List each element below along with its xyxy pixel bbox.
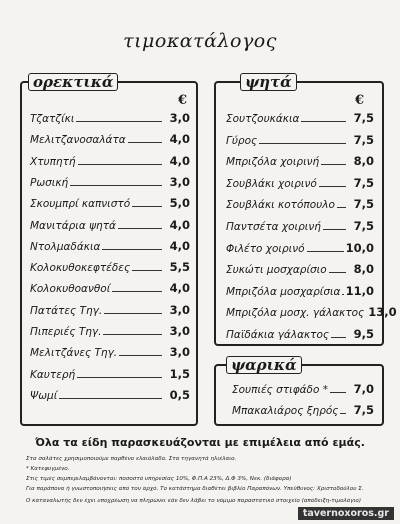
menu-item-price: 7,5 (353, 197, 374, 212)
menu-item (226, 154, 374, 168)
menu-item (226, 327, 374, 341)
menu-item (30, 175, 190, 189)
leader-line (340, 413, 346, 414)
leader-line (323, 229, 346, 230)
menu-item-price: 3,0 (169, 302, 190, 317)
leader-line (102, 249, 162, 250)
menu-item-name: Σουβλάκι χοιρινό (226, 177, 317, 190)
footer-note: Ο καταναλωτής δεν έχει υποχρέωση να πληρώνει εάν δεν λάβει το νόμιμο παραστατικό στοιχείο (απόδειξη-τιμολόγιο) (26, 498, 362, 504)
leader-line (331, 337, 346, 338)
menu-item-name: Μελιτζανοσαλάτα (30, 134, 126, 147)
menu-item (30, 132, 190, 146)
menu-item (30, 260, 190, 274)
menu-item (226, 284, 374, 298)
menu-item-name: Μανιτάρια ψητά (30, 219, 116, 232)
menu-item-price: 5,0 (169, 196, 190, 211)
appetizers-currency: € (178, 93, 188, 108)
menu-item-price: 10,0 (345, 240, 374, 255)
menu-item-name: Μπακαλιάρος ξηρός (232, 405, 339, 417)
leader-line (342, 294, 343, 295)
menu-item-name: Καυτερή (30, 368, 76, 381)
menu-item-name: Σουβλάκι κοτόπουλο (226, 199, 335, 212)
menu-item-name: Μελιτζάνες Τηγ. (30, 347, 118, 360)
menu-item-price: 7,5 (353, 219, 374, 233)
menu-item (30, 196, 190, 210)
menu-item (30, 324, 190, 338)
footer-main-text: Όλα τα είδη παρασκευάζονται με επιμέλεια από εμάς. (35, 436, 365, 449)
footer-note: * Κατεψυγμένο. (26, 466, 70, 472)
menu-item (30, 303, 190, 317)
menu-item-name: Χτυπητή (30, 155, 76, 168)
fish-heading: ψαρικά (226, 356, 302, 374)
menu-item-name: Παϊδάκια γάλακτος (226, 329, 330, 341)
leader-line (319, 186, 346, 187)
grilled-heading: ψητά (240, 73, 297, 91)
menu-item (30, 154, 190, 168)
menu-item-price: 1,5 (169, 366, 190, 381)
leader-line (59, 398, 162, 399)
menu-item-price: 0,5 (169, 387, 190, 402)
menu-item-name: Σουτζουκάκια (226, 113, 300, 125)
menu-item-name: Ντολμαδάκια (30, 240, 101, 253)
leader-line (112, 291, 162, 292)
menu-item (226, 176, 374, 190)
menu-item-price: 3,0 (169, 324, 190, 338)
menu-item-name: Κολοκυθοκεφτέδες (30, 262, 131, 275)
grilled-currency: € (355, 93, 365, 108)
leader-line (329, 272, 346, 273)
appetizers-heading: ορεκτικά (28, 73, 118, 91)
menu-item-name: Πιπεριές Τηγ. (30, 326, 102, 338)
leader-line (330, 392, 346, 393)
menu-item-name: Μπριζόλα μοσχαρίσια (226, 285, 341, 298)
menu-item-price: 7,0 (353, 382, 374, 396)
menu-item-name: Κολοκυθοανθοί (30, 283, 111, 296)
menu-item (226, 305, 397, 320)
menu-item (30, 281, 190, 295)
menu-item-name: Γύρος (226, 134, 258, 147)
menu-item (226, 241, 374, 255)
menu-item-price: 3,0 (169, 345, 190, 360)
leader-line (118, 228, 162, 229)
menu-item-price: 7,5 (353, 132, 374, 147)
menu-item-price: 5,5 (169, 260, 190, 275)
leader-line (78, 164, 162, 165)
leader-line (70, 185, 162, 186)
menu-item (226, 133, 374, 147)
menu-item-price: 7,5 (353, 175, 374, 190)
menu-item (232, 382, 374, 396)
footer-note: Στα σαλάτες χρησιμοποιούμε παρθένο ελαιόλαδο. Στα τηγανητά ηλιέλαιο. (26, 456, 237, 462)
menu-item-name: Μπριζόλα μοσχ. γάλακτος (226, 307, 365, 320)
footer-note: Στις τιμές συμπεριλαμβάνονται: ποσοστό υπηρεσίας 10%, Φ.Π.Α 23%, Δ.Φ 3%, Νεκ. (διάφορα) (26, 476, 292, 482)
menu-item-price: 13,0 (368, 305, 397, 320)
menu-item (226, 219, 374, 233)
menu-item-price: 4,0 (169, 153, 190, 168)
menu-item (226, 111, 374, 125)
menu-item (30, 388, 190, 402)
leader-line (104, 313, 162, 314)
leader-line (307, 251, 344, 252)
menu-item-price: 7,5 (353, 403, 374, 417)
leader-line (132, 270, 162, 271)
menu-item-name: Μπριζόλα χοιρινή (226, 156, 320, 169)
leader-line (128, 142, 162, 143)
menu-item-name: Σκουμπρί καπνιστό (30, 198, 131, 211)
menu-item (30, 345, 190, 359)
menu-item (30, 367, 190, 381)
menu-item-name: Τζατζίκι (30, 113, 75, 125)
menu-item (226, 197, 374, 211)
leader-line (337, 207, 346, 208)
menu-item (30, 218, 190, 232)
menu-item-price: 7,5 (353, 111, 374, 125)
menu-item-price: 3,0 (169, 174, 190, 189)
menu-item (232, 403, 374, 417)
menu-item (226, 262, 374, 276)
leader-line (103, 334, 162, 335)
menu-item (30, 111, 190, 125)
menu-item-price: 4,0 (169, 238, 190, 253)
menu-item-price: 3,0 (169, 111, 190, 125)
menu-item-name: Ρωσική (30, 176, 69, 189)
menu-item-name: Πατάτες Τηγ. (30, 304, 103, 317)
leader-line (132, 206, 162, 207)
menu-item-price: 4,0 (169, 281, 190, 296)
page-title: τιμοκατάλογος (123, 30, 277, 52)
leader-line (301, 121, 346, 122)
menu-item-price: 4,0 (169, 132, 190, 147)
menu-item-name: Παντσέτα χοιρινή (226, 221, 321, 233)
watermark: tavernoxoros.gr (298, 507, 394, 520)
leader-line (119, 355, 162, 356)
menu-item-name: Φιλέτο χοιρινό (226, 242, 305, 255)
leader-line (259, 143, 346, 144)
menu-item-name: Ψωμί (30, 389, 58, 402)
menu-item-price: 8,0 (353, 262, 374, 277)
footer-note: Για παράπονα ή γνωστοποιήσεις από τον αρχό. Το κατάστημα διαθέτει βιβλίο Παραπόνων. Υπεύθυνος: Χριστοδούλου Σ. (26, 486, 364, 492)
menu-item (30, 239, 190, 253)
leader-line (321, 164, 346, 165)
menu-item-price: 11,0 (345, 283, 374, 298)
menu-item-price: 4,0 (169, 217, 190, 232)
menu-item-name: Σουπιές στιφάδο * (232, 384, 328, 396)
leader-line (77, 377, 162, 378)
leader-line (76, 121, 162, 122)
menu-item-price: 8,0 (353, 154, 374, 169)
menu-item-price: 9,5 (353, 327, 374, 341)
menu-item-name: Συκώτι μοσχαρίσιο (226, 264, 327, 277)
